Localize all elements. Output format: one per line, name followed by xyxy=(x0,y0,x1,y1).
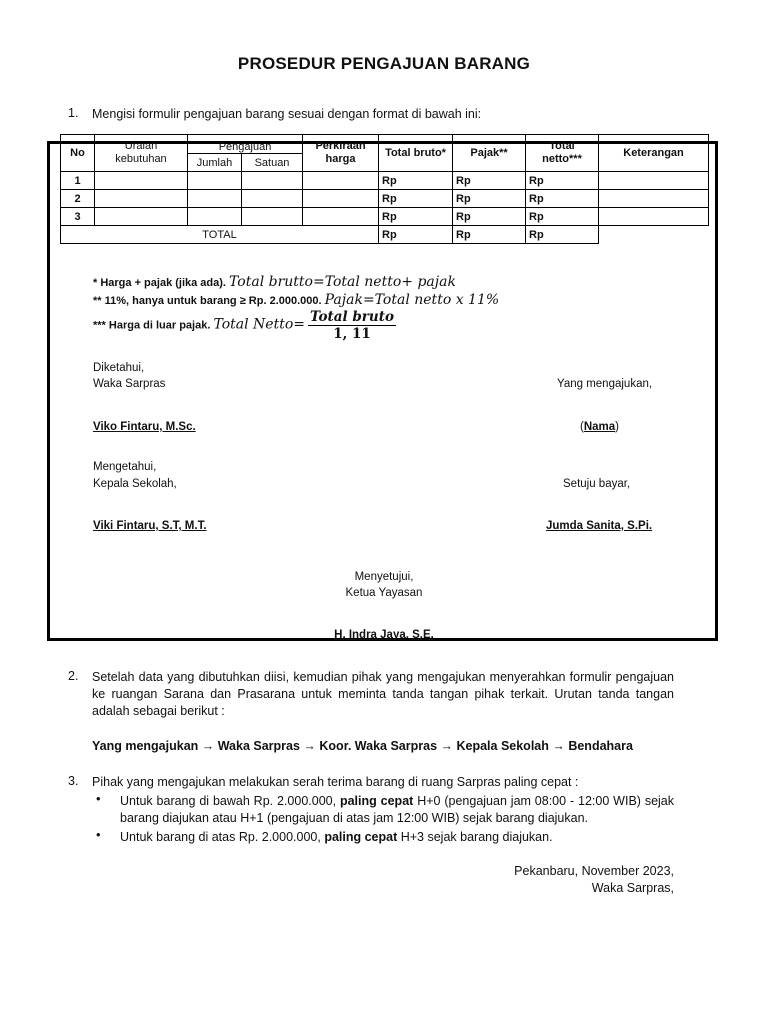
yang-mengajukan-label: Yang mengajukan, xyxy=(557,378,653,390)
nama-close: ) xyxy=(615,421,620,433)
step-3-number: 3. xyxy=(68,774,79,788)
note-1-formula: Total brutto=Total netto+ pajak xyxy=(229,274,456,290)
bullet-2-bold: paling cepat xyxy=(324,830,398,844)
header-netto: Total netto*** xyxy=(526,135,599,172)
note-1 xyxy=(93,274,456,290)
table-row xyxy=(61,190,709,208)
step-1-number: 1. xyxy=(68,106,79,120)
step-2-text: Setelah data yang dibutuhkan diisi, kemudian pihak yang mengajukan menyerahkan formulir pengajuan ke ruangan Sarana dan Prasarana untuk meminta tanda tangan pihak terkait. Urutan tanda tangan adalah sebagai berikut : xyxy=(92,670,674,718)
header-pengajuan: Pengajuan xyxy=(188,135,303,154)
uraian-cell[interactable] xyxy=(95,190,188,208)
keterangan-cell[interactable] xyxy=(599,208,709,226)
table-row xyxy=(61,172,709,190)
jumlah-cell[interactable] xyxy=(188,172,242,190)
bruto-cell[interactable]: Rp xyxy=(379,172,453,190)
bruto-cell[interactable]: Rp xyxy=(379,190,453,208)
note-3-lhs: Total Netto= xyxy=(213,316,305,333)
step-2-number: 2. xyxy=(68,669,79,683)
keterangan-cell[interactable] xyxy=(599,190,709,208)
waka-title: Waka Sarpras xyxy=(93,378,166,390)
signing-flow: Yang mengajukan → Waka Sarpras → Koor. Waka Sarpras → Kepala Sekolah → Bendahara xyxy=(92,739,633,753)
request-form-table xyxy=(60,134,709,244)
note-3-denominator: 1, 11 xyxy=(333,326,371,342)
header-perkiraan: Perkiraan harga xyxy=(303,135,379,172)
pajak-cell[interactable]: Rp xyxy=(453,208,526,226)
note-3-numerator: Total bruto xyxy=(310,309,394,325)
setuju-bayar-label: Setuju bayar, xyxy=(563,478,631,490)
kepsek-title: Kepala Sekolah, xyxy=(93,478,177,490)
waka-name: Viko Fintaru, M.Sc. xyxy=(93,421,196,433)
bullet-2 xyxy=(120,829,553,846)
note-2 xyxy=(93,292,499,308)
nama-signature xyxy=(580,419,619,435)
note-3-label: *** Harga di luar pajak. xyxy=(93,319,211,332)
perkiraan-cell[interactable] xyxy=(303,208,379,226)
page-title: PROSEDUR PENGAJUAN BARANG xyxy=(237,54,531,73)
bruto-cell[interactable]: Rp xyxy=(379,208,453,226)
header-pajak: Pajak** xyxy=(453,135,526,172)
keterangan-cell[interactable] xyxy=(599,172,709,190)
closing-place-date: Pekanbaru, November 2023, xyxy=(514,864,674,878)
table-row xyxy=(61,208,709,226)
row-number: 3 xyxy=(61,208,95,226)
header-bruto: Total bruto* xyxy=(379,135,453,172)
bullet-dot-icon: • xyxy=(96,827,101,842)
netto-cell[interactable]: Rp xyxy=(526,208,599,226)
note-3 xyxy=(93,309,396,342)
uraian-cell[interactable] xyxy=(95,208,188,226)
bullet-1-bold: paling cepat xyxy=(339,794,414,808)
ketua-name: H. Indra Jaya, S.E. xyxy=(334,629,434,641)
total-bruto-cell[interactable]: Rp xyxy=(379,226,453,244)
header-jumlah: Jumlah xyxy=(188,154,242,172)
row-number: 1 xyxy=(61,172,95,190)
diketahui-label: Diketahui, xyxy=(93,362,145,374)
bendahara-name: Jumda Sanita, S.Pi. xyxy=(546,520,653,532)
bullet-1-b: H+0 (pengajuan jam 08:00 - 12:00 WIB) sejak barang diajukan atau H+1 (pengajuan di atas jam 12:00 WIB) sejak barang diajukan. xyxy=(120,794,675,825)
pajak-cell[interactable]: Rp xyxy=(453,190,526,208)
row-number: 2 xyxy=(61,190,95,208)
header-keterangan: Keterangan xyxy=(599,135,709,172)
bullet-1-a: Untuk barang di bawah Rp. 2.000.000, xyxy=(120,794,340,808)
bullet-dot-icon: • xyxy=(96,791,101,806)
header-satuan: Satuan xyxy=(242,154,303,172)
mengetahui-label: Mengetahui, xyxy=(93,461,157,473)
step-3-text: Pihak yang mengajukan melakukan serah terima barang di ruang Sarpras paling cepat : xyxy=(92,775,579,789)
pajak-cell[interactable]: Rp xyxy=(453,172,526,190)
total-row xyxy=(61,226,709,244)
step-1-text: Mengisi formulir pengajuan barang sesuai dengan format di bawah ini: xyxy=(92,107,482,121)
menyetujui-label: Menyetujui, xyxy=(354,571,414,583)
total-empty-cell xyxy=(599,226,709,244)
netto-cell[interactable]: Rp xyxy=(526,190,599,208)
kepsek-name: Viki Fintaru, S.T, M.T. xyxy=(93,520,207,532)
note-2-formula: Pajak=Total netto x 11% xyxy=(324,292,500,308)
nama-placeholder: Nama xyxy=(583,421,616,433)
total-netto-cell[interactable]: Rp xyxy=(526,226,599,244)
note-2-label: ** 11%, hanya untuk barang ≥ Rp. 2.000.000. xyxy=(93,295,322,307)
jumlah-cell[interactable] xyxy=(188,190,242,208)
bullet-2-a: Untuk barang di atas Rp. 2.000.000, xyxy=(120,830,325,844)
total-pajak-cell[interactable]: Rp xyxy=(453,226,526,244)
bullet-2-b: H+3 sejak barang diajukan. xyxy=(397,830,553,844)
jumlah-cell[interactable] xyxy=(188,208,242,226)
total-label: TOTAL xyxy=(61,226,379,244)
bullet-1 xyxy=(120,793,674,827)
note-1-label: * Harga + pajak (jika ada). xyxy=(93,277,226,289)
satuan-cell[interactable] xyxy=(242,208,303,226)
perkiraan-cell[interactable] xyxy=(303,190,379,208)
uraian-cell[interactable] xyxy=(95,172,188,190)
netto-cell[interactable]: Rp xyxy=(526,172,599,190)
header-uraian: Uraian kebutuhan xyxy=(95,135,188,172)
header-no: No xyxy=(61,135,95,172)
nama-open: ( xyxy=(580,421,584,433)
ketua-title: Ketua Yayasan xyxy=(345,587,423,599)
satuan-cell[interactable] xyxy=(242,172,303,190)
satuan-cell[interactable] xyxy=(242,190,303,208)
note-3-fraction xyxy=(308,309,396,342)
closing-role: Waka Sarpras, xyxy=(591,881,674,895)
perkiraan-cell[interactable] xyxy=(303,172,379,190)
